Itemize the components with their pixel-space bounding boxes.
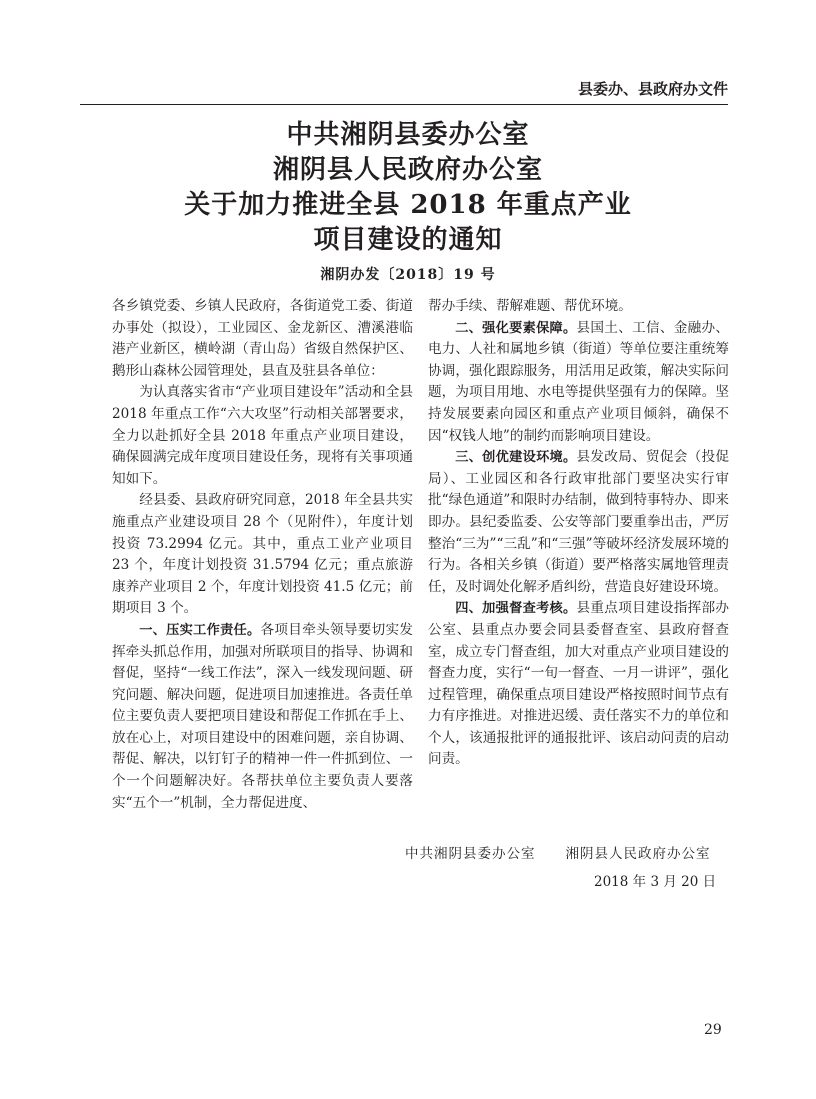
title-line: 关于加力推进全县 2018 年重点产业	[184, 190, 632, 220]
section-1-text: 各项目牵头领导要切实发挥牵头抓总作用，加强对所联项目的指导、协调和督促，坚持“一线工作法”，深入一线发现问题、研究问题、解决问题，促进项目加速推进。各责任单位主要负责人要把项目建设和帮促工作抓在手上、放在心上，对项目建设中的困难问题，亲自协调、帮促、解决，以钉钉子的精神一件一件抓到位、一个一个问题解决好。各帮扶单位主要负责人要落实“五个一”机制，全力帮促进度、	[112, 621, 414, 811]
section-4	[428, 598, 729, 771]
section-2	[428, 318, 729, 448]
page-number: 29	[704, 1022, 722, 1038]
left-column	[112, 296, 413, 814]
signature-block	[405, 842, 711, 862]
right-column	[428, 296, 729, 771]
document-title	[0, 118, 816, 258]
title-line: 项目建设的通知	[313, 225, 503, 255]
section-1	[112, 620, 413, 814]
signature-date: 2018 年 3 月 20 日	[594, 874, 717, 890]
signature-org-1: 中共湘阴县委办公室	[405, 846, 536, 862]
overview-paragraph: 经县委、县政府研究同意，2018 年全县共实施重点产业建设项目 28 个（见附件），年度计划投资 73.2994 亿元。其中，重点工业产业项目 23 个，年度计划投资 31.5794 亿元；重点旅游康养产业项目 2 个，年度计划投资 41.5 亿元；前期项目 3 个。	[112, 492, 413, 617]
section-3-text: 县发改局、贸促会（投促局）、工业园区和各行政审批部门要坚决实行审批“绿色通道”和限时办结制，做到特事特办、即来即办。县纪委监委、公安等部门要重拳出击，严厉整治“三为”“三乱”和“三强”等破坏经济发展环境的行为。各相关乡镇（街道）要严格落实属地管理责任，及时调处化解矛盾纠纷，营造良好建设环境。	[428, 449, 730, 595]
section-1-continued: 帮办手续、帮解难题、帮优环境。	[428, 298, 632, 314]
document-number: 湘阴办发〔2018〕19 号	[320, 267, 496, 283]
section-label: 县委办、县政府办文件	[577, 80, 728, 98]
running-header	[80, 78, 728, 105]
section-3	[428, 447, 729, 598]
title-line: 湘阴县人民政府办公室	[272, 155, 543, 185]
section-2-text: 县国土、工信、金融办、电力、人社和属地乡镇（街道）等单位要注重统筹协调，强化跟踪服务，用活用足政策，解决实际问题，为项目用地、水电等提供坚强有力的保障。坚持发展要素向园区和重点产业项目倾斜，确保不因“权钱人地”的制约而影响项目建设。	[428, 319, 730, 444]
section-2-heading: 二、强化要素保障。	[455, 320, 577, 336]
signature-org-2: 湘阴县人民政府办公室	[565, 846, 711, 862]
section-4-heading: 四、加强督查考核。	[455, 601, 577, 617]
addressee: 各乡镇党委、乡镇人民政府，各街道党工委、街道办事处（拟设），工业园区、金龙新区、漕溪港临港产业新区，横岭湖（青山岛）省级自然保护区、鹅形山森林公园管理处，县直及驻县各单位：	[112, 298, 413, 379]
section-4-text: 县重点项目建设指挥部办公室、县重点办要会同县委督查室、县政府督查室，成立专门督查组，加大对重点产业项目建设的督查力度，实行“一旬一督查、一月一讲评”，强化过程管理，确保重点项目建设严格按照时间节点有力有序推进。对推进迟缓、责任落实不力的单位和个人，该通报批评的通报批评、该启动问责的启动问责。	[428, 600, 730, 768]
intro-paragraph: 为认真落实省市“产业项目建设年”活动和全县 2018 年重点工作“六大攻坚”行动相关部署要求，全力以赴抓好全县 2018 年重点产业项目建设，确保圆满完成年度项目建设任务，现将有关事项通知如下。	[112, 384, 413, 487]
title-line: 中共湘阴县委办公室	[286, 120, 530, 150]
section-3-heading: 三、创优建设环境。	[455, 450, 577, 466]
section-1-heading: 一、压实工作责任。	[139, 622, 261, 638]
